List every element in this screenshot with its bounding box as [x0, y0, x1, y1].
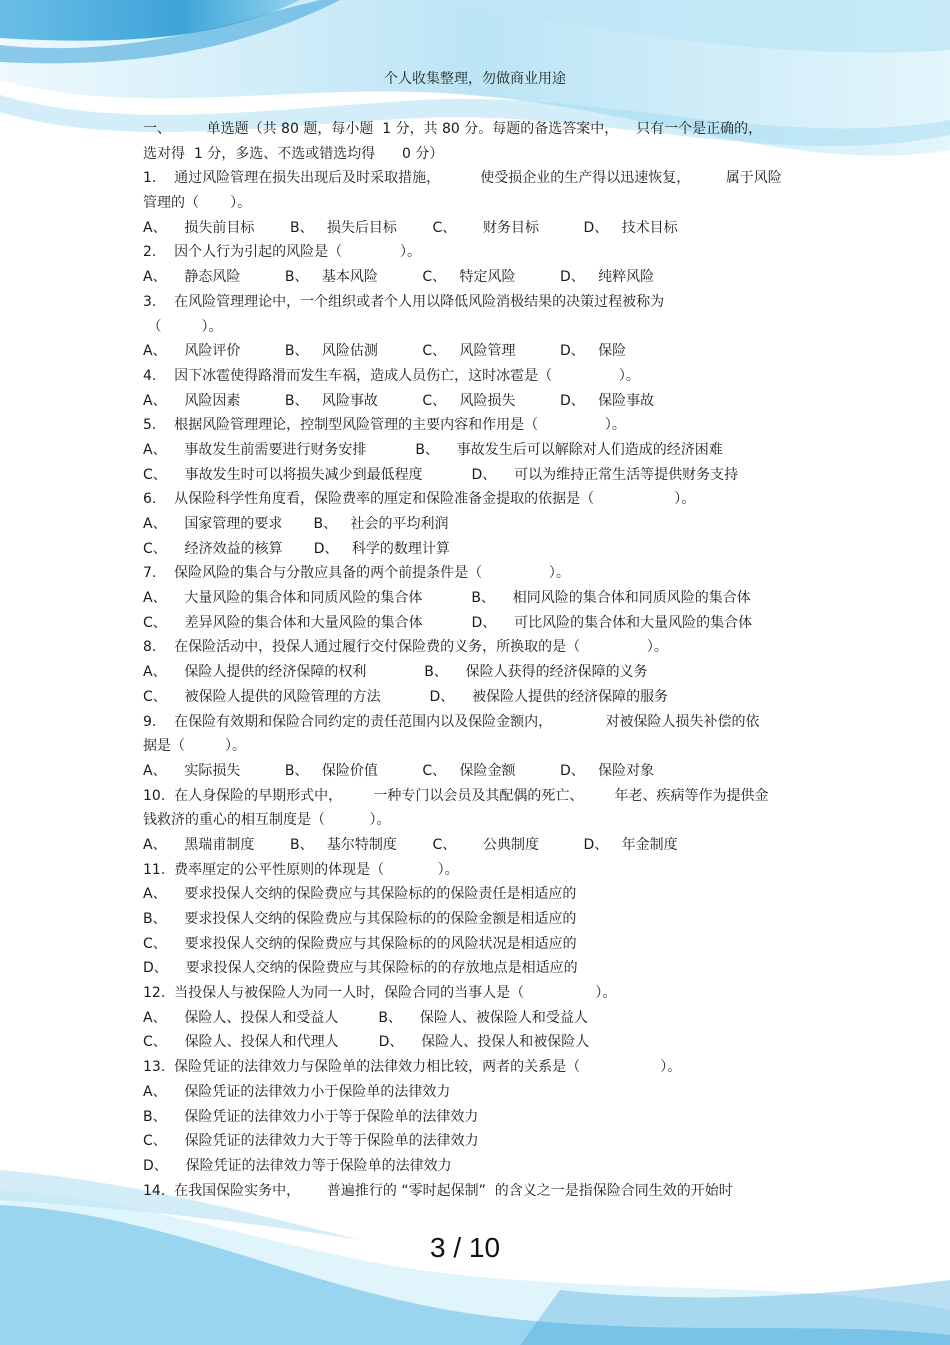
- text-line: A、 大量风险的集合体和同质风险的集合体 B、 相同风险的集合体和同质风险的集合体: [143, 590, 751, 607]
- text-line: 1. 通过风险管理在损失出现后及时采取措施， 使受损企业的生产得以迅速恢复， 属于风险: [143, 170, 782, 187]
- text-line: A、 黑瑞甫制度 B、 基尔特制度 C、 公典制度 D、 年金制度: [143, 836, 678, 853]
- text-line: C、 事故发生时可以将损失减少到最低程度 D、 可以为维持正常生活等提供财务支持: [143, 466, 739, 483]
- document-header-note: 个人收集整理，勿做商业用途: [384, 71, 566, 87]
- text-line: 8. 在保险活动中，投保人通过履行交付保险费的义务，所换取的是（ ）。: [143, 639, 668, 656]
- text-line: （ ）。: [143, 318, 223, 335]
- text-line: 6. 从保险科学性角度看，保险费率的厘定和保险准备金提取的依据是（ ）。: [143, 491, 696, 508]
- text-line: C、 保险人、投保人和代理人 D、 保险人、投保人和被保险人: [143, 1034, 590, 1051]
- page-number: 3 / 10: [429, 1232, 501, 1263]
- text-line: 一、 单选题（共 80 题，每小题 1 分，共 80 分。每题的备选答案中， 只有一个是正确的，: [143, 121, 763, 137]
- text-line: 管理的（ ）。: [143, 195, 252, 212]
- text-line: 2. 因个人行为引起的风险是（ ）。: [143, 244, 422, 261]
- text-line: A、 国家管理的要求 B、 社会的平均利润: [143, 516, 449, 532]
- text-line: 5. 根据风险管理理论，控制型风险管理的主要内容和作用是（ ）。: [143, 417, 626, 434]
- text-line: D、 要求投保人交纳的保险费应与其保险标的的存放地点是相适应的: [143, 960, 578, 977]
- text-line: 11. 费率厘定的公平性原则的体现是（ ）。: [143, 861, 459, 878]
- text-line: 据是（ ）。: [143, 738, 247, 755]
- text-line: 12. 当投保人与被保险人为同一人时，保险合同的当事人是（ ）。: [143, 985, 617, 1002]
- text-line: C、 要求投保人交纳的保险费应与其保险标的的风险状况是相适应的: [143, 935, 577, 952]
- text-line: B、 要求投保人交纳的保险费应与其保险标的的保险金额是相适应的: [143, 911, 577, 927]
- text-line: C、 经济效益的核算 D、 科学的数理计算: [143, 540, 450, 557]
- text-line: B、 保险凭证的法律效力小于等于保险单的法律效力: [143, 1108, 479, 1125]
- text-line: A、 事故发生前需要进行财务安排 B、 事故发生后可以解除对人们造成的经济困难: [143, 441, 723, 458]
- text-line: C、 被保险人提供的风险管理的方法 D、 被保险人提供的经济保障的服务: [143, 688, 669, 705]
- text-line: 4. 因下冰雹使得路滑而发生车祸，造成人员伤亡，这时冰雹是（ ）。: [143, 367, 640, 384]
- text-line: 钱救济的重心的相互制度是（ ）。: [143, 812, 391, 829]
- text-line: A、 风险评价 B、 风险估测 C、 风险管理 D、 保险: [143, 343, 627, 360]
- text-line: D、 保险凭证的法律效力等于保险单的法律效力: [143, 1157, 452, 1174]
- text-line: A、 静态风险 B、 基本风险 C、 特定风险 D、 纯粹风险: [143, 269, 655, 286]
- text-line: A、 损失前目标 B、 损失后目标 C、 财务目标 D、 技术目标: [143, 219, 678, 236]
- text-line: 7. 保险风险的集合与分散应具备的两个前提条件是（ ）。: [143, 565, 570, 582]
- text-line: A、 保险人提供的经济保障的权利 B、 保险人获得的经济保障的义务: [143, 664, 648, 681]
- text-line: 10. 在人身保险的早期形式中， 一种专门以会员及其配偶的死亡、 年老、疾病等作为提供金: [143, 787, 769, 804]
- text-line: A、 实际损失 B、 保险价值 C、 保险金额 D、 保险对象: [143, 762, 655, 779]
- text-line: A、 保险凭证的法律效力小于保险单的法律效力: [143, 1083, 451, 1100]
- text-line: 9. 在保险有效期和保险合同约定的责任范围内以及保险金额内， 对被保险人损失补偿的依: [143, 713, 760, 730]
- text-line: 选对得 1 分，多选、不选或错选均得 0 分）: [143, 145, 444, 162]
- text-line: A、 风险因素 B、 风险事故 C、 风险损失 D、 保险事故: [143, 392, 655, 409]
- text-line: A、 要求投保人交纳的保险费应与其保险标的的保险责任是相适应的: [143, 886, 577, 903]
- text-line: A、 保险人、投保人和受益人 B、 保险人、被保险人和受益人: [143, 1009, 588, 1026]
- text-line: 14. 在我国保险实务中， 普遍推行的 “零时起保制” 的含义之一是指保险合同生效的开始时: [143, 1182, 733, 1199]
- text-line: 13. 保险凭证的法律效力与保险单的法律效力相比较，两者的关系是（ ）。: [143, 1059, 682, 1076]
- text-line: C、 差异风险的集合体和大量风险的集合体 D、 可比风险的集合体和大量风险的集合体: [143, 614, 753, 631]
- text-line: 3. 在风险管理理论中，一个组织或者个人用以降低风险消极结果的决策过程被称为: [143, 293, 665, 310]
- exam-question-text: [143, 117, 808, 1203]
- text-line: C、 保险凭证的法律效力大于等于保险单的法律效力: [143, 1133, 479, 1150]
